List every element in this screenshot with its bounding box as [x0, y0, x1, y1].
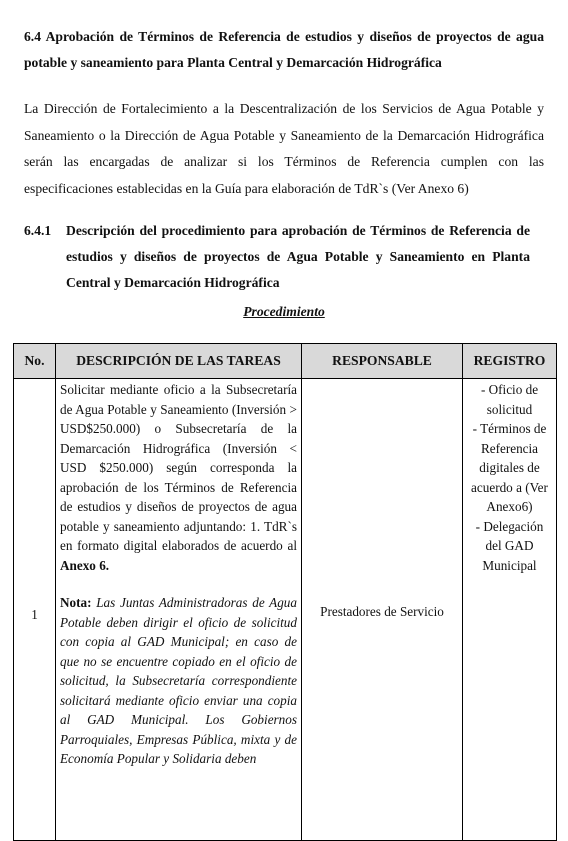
table-row — [14, 379, 557, 841]
responsible-cell — [302, 379, 463, 841]
subsection-title: Descripción del procedimiento para aprobación de Términos de Referencia de estudios y diseños de proyectos de Agua Potable y Saneamiento en Planta Central y Demarcación Hidrográfica — [66, 223, 530, 290]
record-item: - Términos de Referencia digitales de acuerdo a (Ver Anexo6) — [471, 421, 548, 514]
note-label: Nota: — [60, 595, 92, 610]
row-number-cell — [14, 379, 56, 841]
header-responsible: RESPONSABLE — [302, 344, 463, 379]
responsible-text: Prestadores de Servicio — [320, 604, 444, 619]
section-heading: 6.4 Aprobación de Términos de Referencia de estudios y diseños de proyectos de agua potable y saneamiento para Planta Central y Demarcación Hidrográfica — [24, 29, 544, 70]
header-record: REGISTRO — [463, 344, 557, 379]
header-no: No. — [14, 344, 56, 379]
description-cell — [56, 379, 302, 841]
record-cell — [463, 379, 557, 841]
description-annex: Anexo 6. — [60, 557, 110, 573]
header-description: DESCRIPCIÓN DE LAS TAREAS — [56, 344, 302, 379]
note-text: Las Juntas Administradoras de Agua Potable deben dirigir el oficio de solicitud con copia al GAD Municipal; en caso de que no se encuentre copiado en el oficio de solicitud, la Subsecretaría correspondiente solicitará mediante oficio enviar una copia al GAD Municipal. Los Gobiernos Parroquiales, Empresas Pública, mixta y de Economía Popular y Solidaria deben — [60, 595, 297, 766]
procedure-table — [13, 343, 557, 841]
subsection-number: 6.4.1 — [24, 223, 52, 238]
table-header-row — [14, 344, 557, 379]
row-number: 1 — [31, 606, 38, 622]
procedure-label: Procedimiento — [243, 304, 325, 319]
record-item: - Delegación del GAD Municipal — [475, 518, 544, 573]
description-text: Solicitar mediante oficio a la Subsecretaría de Agua Potable y Saneamiento (Inversión > USD$250.000) o Subsecretaría de la Demarcación Hidrográfica (Inversión < USD $250.000) según corresponda la aprobación de los Términos de Referencia de estudios y diseños de proyectos de agua potable y saneamiento adjuntando: 1. TdR`s en formato digital elaborados de acuerdo al — [60, 382, 297, 553]
section-paragraph: La Dirección de Fortalecimiento a la Descentralización de los Servicios de Agua Potable y Saneamiento o la Dirección de Agua Potable y Saneamiento de la Demarcación Hidrográfica serán las encargadas de analizar si los Términos de Referencia cumplen con las especificaciones establecidas en la Guía para elaboración de TdR`s (Ver Anexo 6) — [24, 101, 544, 196]
record-item: - Oficio de solicitud — [480, 382, 539, 417]
